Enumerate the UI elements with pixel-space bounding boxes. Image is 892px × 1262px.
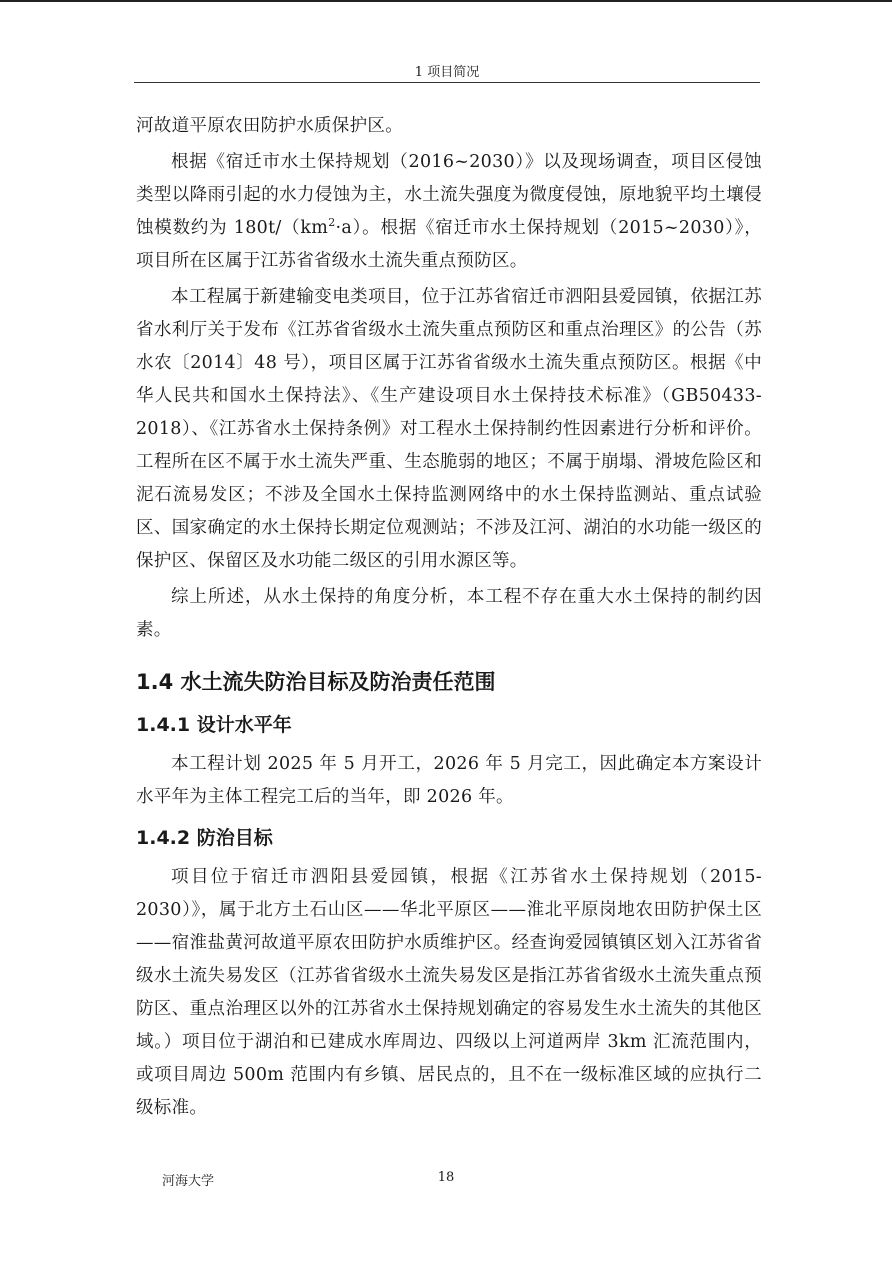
superscript: 2: [328, 216, 336, 230]
paragraph-erosion-type-text: 根据《宿迁市水土保持规划（2016~2030）》以及现场调查，项目区侵蚀类型以降雨引起的水力侵蚀为主，水土流失强度为微度侵蚀，原地貌平均土壤侵蚀模数约为 180t/（km: [136, 152, 762, 238]
running-header: 1 项目简况: [414, 65, 480, 80]
paragraph-constraints: 本工程属于新建输变电类项目，位于江苏省宿迁市泗阳县爱园镇，依据江苏省水利厅关于发布《江苏省省级水土流失重点预防区和重点治理区》的公告（苏水农〔2014〕48 号），项目区属于江苏省省级水土流失重点预防区。根据《中华人民共和国水土保持法》、《生产建设项目水土保持技术标准》（GB50433-2018）、《江苏省水土保持条例》对工程水土保持制约性因素进行分析和评价。工程所在区不属于水土流失严重、生态脆弱的地区；不属于崩塌、滑坡危险区和泥石流易发区；不涉及全国水土保持监测网络中的水土保持监测站、重点试验区、国家确定的水土保持长期定位观测站；不涉及江河、湖泊的水功能一级区的保护区、保留区及水功能二级区的引用水源区等。: [136, 287, 762, 571]
section-heading-1-4-2: 1.4.2 防治目标: [136, 827, 273, 849]
paragraph-continuation: 河故道平原农田防护水质保护区。: [136, 116, 403, 136]
header-rule: [134, 82, 760, 83]
footer-page-number: 18: [437, 1170, 455, 1185]
page-body: [136, 110, 762, 1125]
paragraph-erosion-type-tail: ·a）。根据《宿迁市水土保持规划（2015~2030）》，项目所在区属于江苏省省级水土流失重点预防区。: [136, 218, 763, 271]
top-border-line: [0, 0, 892, 2]
paragraph-prevention-target: 项目位于宿迁市泗阳县爱园镇，根据《江苏省水土保持规划（2015-2030）》，属于北方土石山区——华北平原区——淮北平原岗地农田防护保土区——宿淮盐黄河故道平原农田防护水质维护区。经查询爱园镇镇区划入江苏省省级水土流失易发区（江苏省省级水土流失易发区是指江苏省省级水土流失重点预防区、重点治理区以外的江苏省水土保持规划确定的容易发生水土流失的其他区域。）项目位于湖泊和已建成水库周边、四级以上河道两岸 3km 汇流范围内，或项目周边 500m 范围内有乡镇、居民点的，且不在一级标准区域的应执行二级标准。: [136, 867, 762, 1118]
paragraph-summary: 综上所述，从水土保持的角度分析，本工程不存在重大水土保持的制约因素。: [136, 587, 762, 640]
section-heading-1-4-1: 1.4.1 设计水平年: [136, 714, 292, 736]
paragraph-design-year: 本工程计划 2025 年 5 月开工，2026 年 5 月完工，因此确定本方案设计水平年为主体工程完工后的当年，即 2026 年。: [136, 754, 762, 807]
section-heading-1-4: 1.4 水土流失防治目标及防治责任范围: [136, 670, 496, 694]
paragraph-erosion-type: [136, 146, 762, 278]
footer-institution: 河海大学: [162, 1174, 215, 1189]
